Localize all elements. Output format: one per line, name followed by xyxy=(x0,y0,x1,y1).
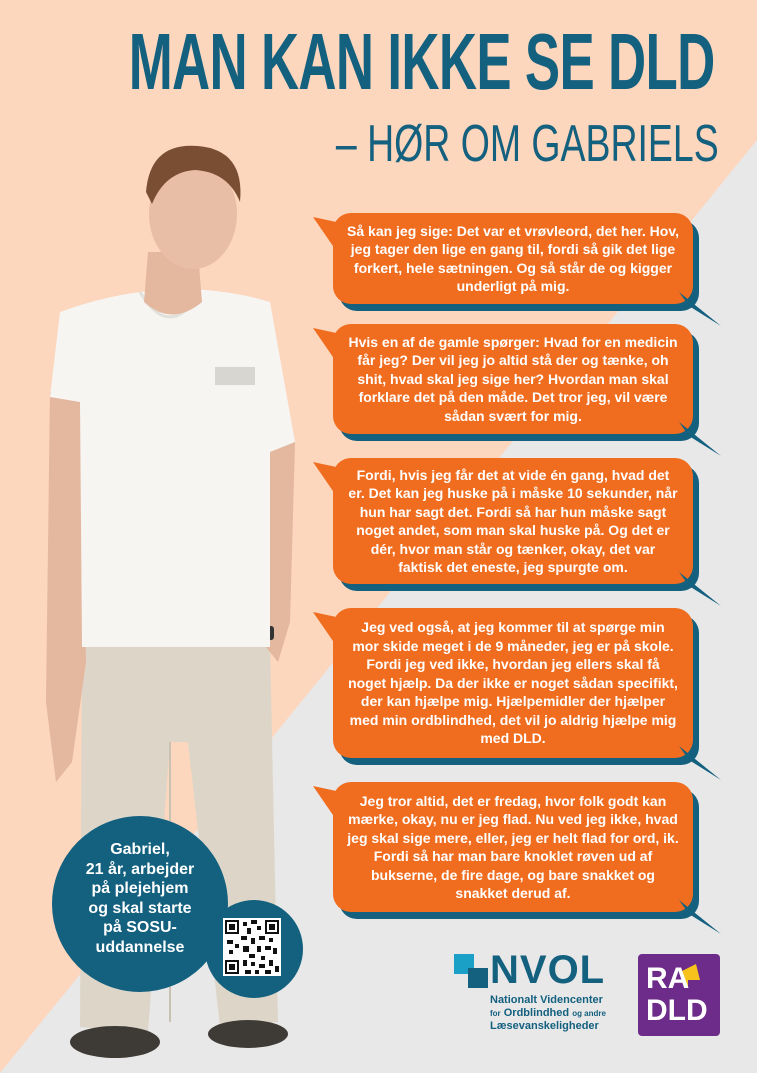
nvol-line-3: Læsevanskeligheder xyxy=(490,1020,599,1032)
poster-subtitle: – HØR OM GABRIELS xyxy=(336,115,719,173)
quote-text-2: Hvis en af de gamle spørger: Hvad for en medicin får jeg? Der vil jeg jo altid stå der og tænke, oh shit, hvad skal jeg sige her? Hvordan man skal forklare det på den måde. Det tror jeg, vil være sådan svært for mig. xyxy=(348,333,678,424)
nvol-ordblindhed: Ordblindhed xyxy=(503,1007,570,1019)
bubble-tail-left xyxy=(313,612,341,644)
bubble-tail-right xyxy=(679,900,721,934)
bubble-tail-right xyxy=(679,572,721,606)
quote-text-3: Fordi, hvis jeg får det at vide én gang, hvad det er. Det kan jeg huske på i måske 10 sekunder, når hun har sagt det. Fordi så har hun måske sagt noget andet, som man skal huske på. Og det er dér, hvor man står og tænker, okay, det var faktisk det eneste, jeg spurgte om. xyxy=(348,466,678,575)
bubble-tail-right xyxy=(679,746,721,780)
bubble-tail-left xyxy=(313,217,341,249)
info-circle xyxy=(52,816,228,992)
dld-logo-bottom: DLD xyxy=(646,994,708,1027)
nvol-line-2 xyxy=(490,1007,650,1020)
qr-code-icon[interactable] xyxy=(223,918,281,976)
info-line: på SOSU- xyxy=(103,919,177,936)
qr-circle xyxy=(205,900,303,998)
quote-bubble-3 xyxy=(333,458,693,584)
info-text xyxy=(52,840,228,957)
quote-text-4: Jeg ved også, at jeg kommer til at spørge min mor skide meget i de 9 måneder, jeg er på skole. Fordi jeg ved ikke, hvordan jeg ellers skal få noget hjælp. Da der ikke er noget sådan specifikt, der kan hjælpe mig. Hjælpemidler der hjælper med min ordblindhed, det vil jo aldrig hjælpe mig med DLD. xyxy=(348,619,678,747)
nvol-name: NVOL xyxy=(490,948,606,992)
info-line: 21 år, arbejder xyxy=(85,860,195,878)
info-line: på plejehjem xyxy=(91,880,189,897)
poster-title: MAN KAN IKKE SE DLD xyxy=(128,17,715,106)
bubble-tail-left xyxy=(313,462,341,494)
quote-bubble-5 xyxy=(333,782,693,912)
quote-text-1: Så kan jeg sige: Det var et vrøvleord, det her. Hov, jeg tager den lige en gang til, fordi så gik det lige forkert, hele sætningen. Og så står de og kigger underligt på mig. xyxy=(347,222,679,294)
info-line: og skal starte xyxy=(88,899,192,917)
nvol-logo xyxy=(454,948,624,1040)
bubble-tail-right xyxy=(679,422,721,456)
nvol-small-for: for xyxy=(490,1009,501,1018)
ra-dld-logo xyxy=(638,954,720,1036)
nvol-subtitle xyxy=(490,994,650,1033)
quote-bubble-2 xyxy=(333,324,693,434)
bubble-tail-right xyxy=(679,292,721,326)
bubble-tail-left xyxy=(313,786,341,818)
bubble-tail-left xyxy=(313,328,341,360)
quote-text-5: Jeg tror altid, det er fredag, hvor folk godt kan mærke, okay, nu er jeg flad. Nu ved jeg ikke, hvad jeg skal sige mere, eller, jeg er helt flad for ord, ik. Fordi så har man bare knoklet røven ud af bukserne, de fire dage, og bare snakket og snakket derud af. xyxy=(347,792,679,901)
info-line: uddannelse xyxy=(95,938,185,956)
quote-bubble-1 xyxy=(333,213,693,304)
nvol-square-mark-icon xyxy=(454,954,488,988)
nvol-small-og-andre: og andre xyxy=(572,1009,606,1018)
dld-logo-top: RA xyxy=(646,962,690,995)
nvol-line-1: Nationalt Videncenter xyxy=(490,994,603,1006)
info-line: Gabriel, xyxy=(110,841,170,858)
quote-bubble-4 xyxy=(333,608,693,758)
